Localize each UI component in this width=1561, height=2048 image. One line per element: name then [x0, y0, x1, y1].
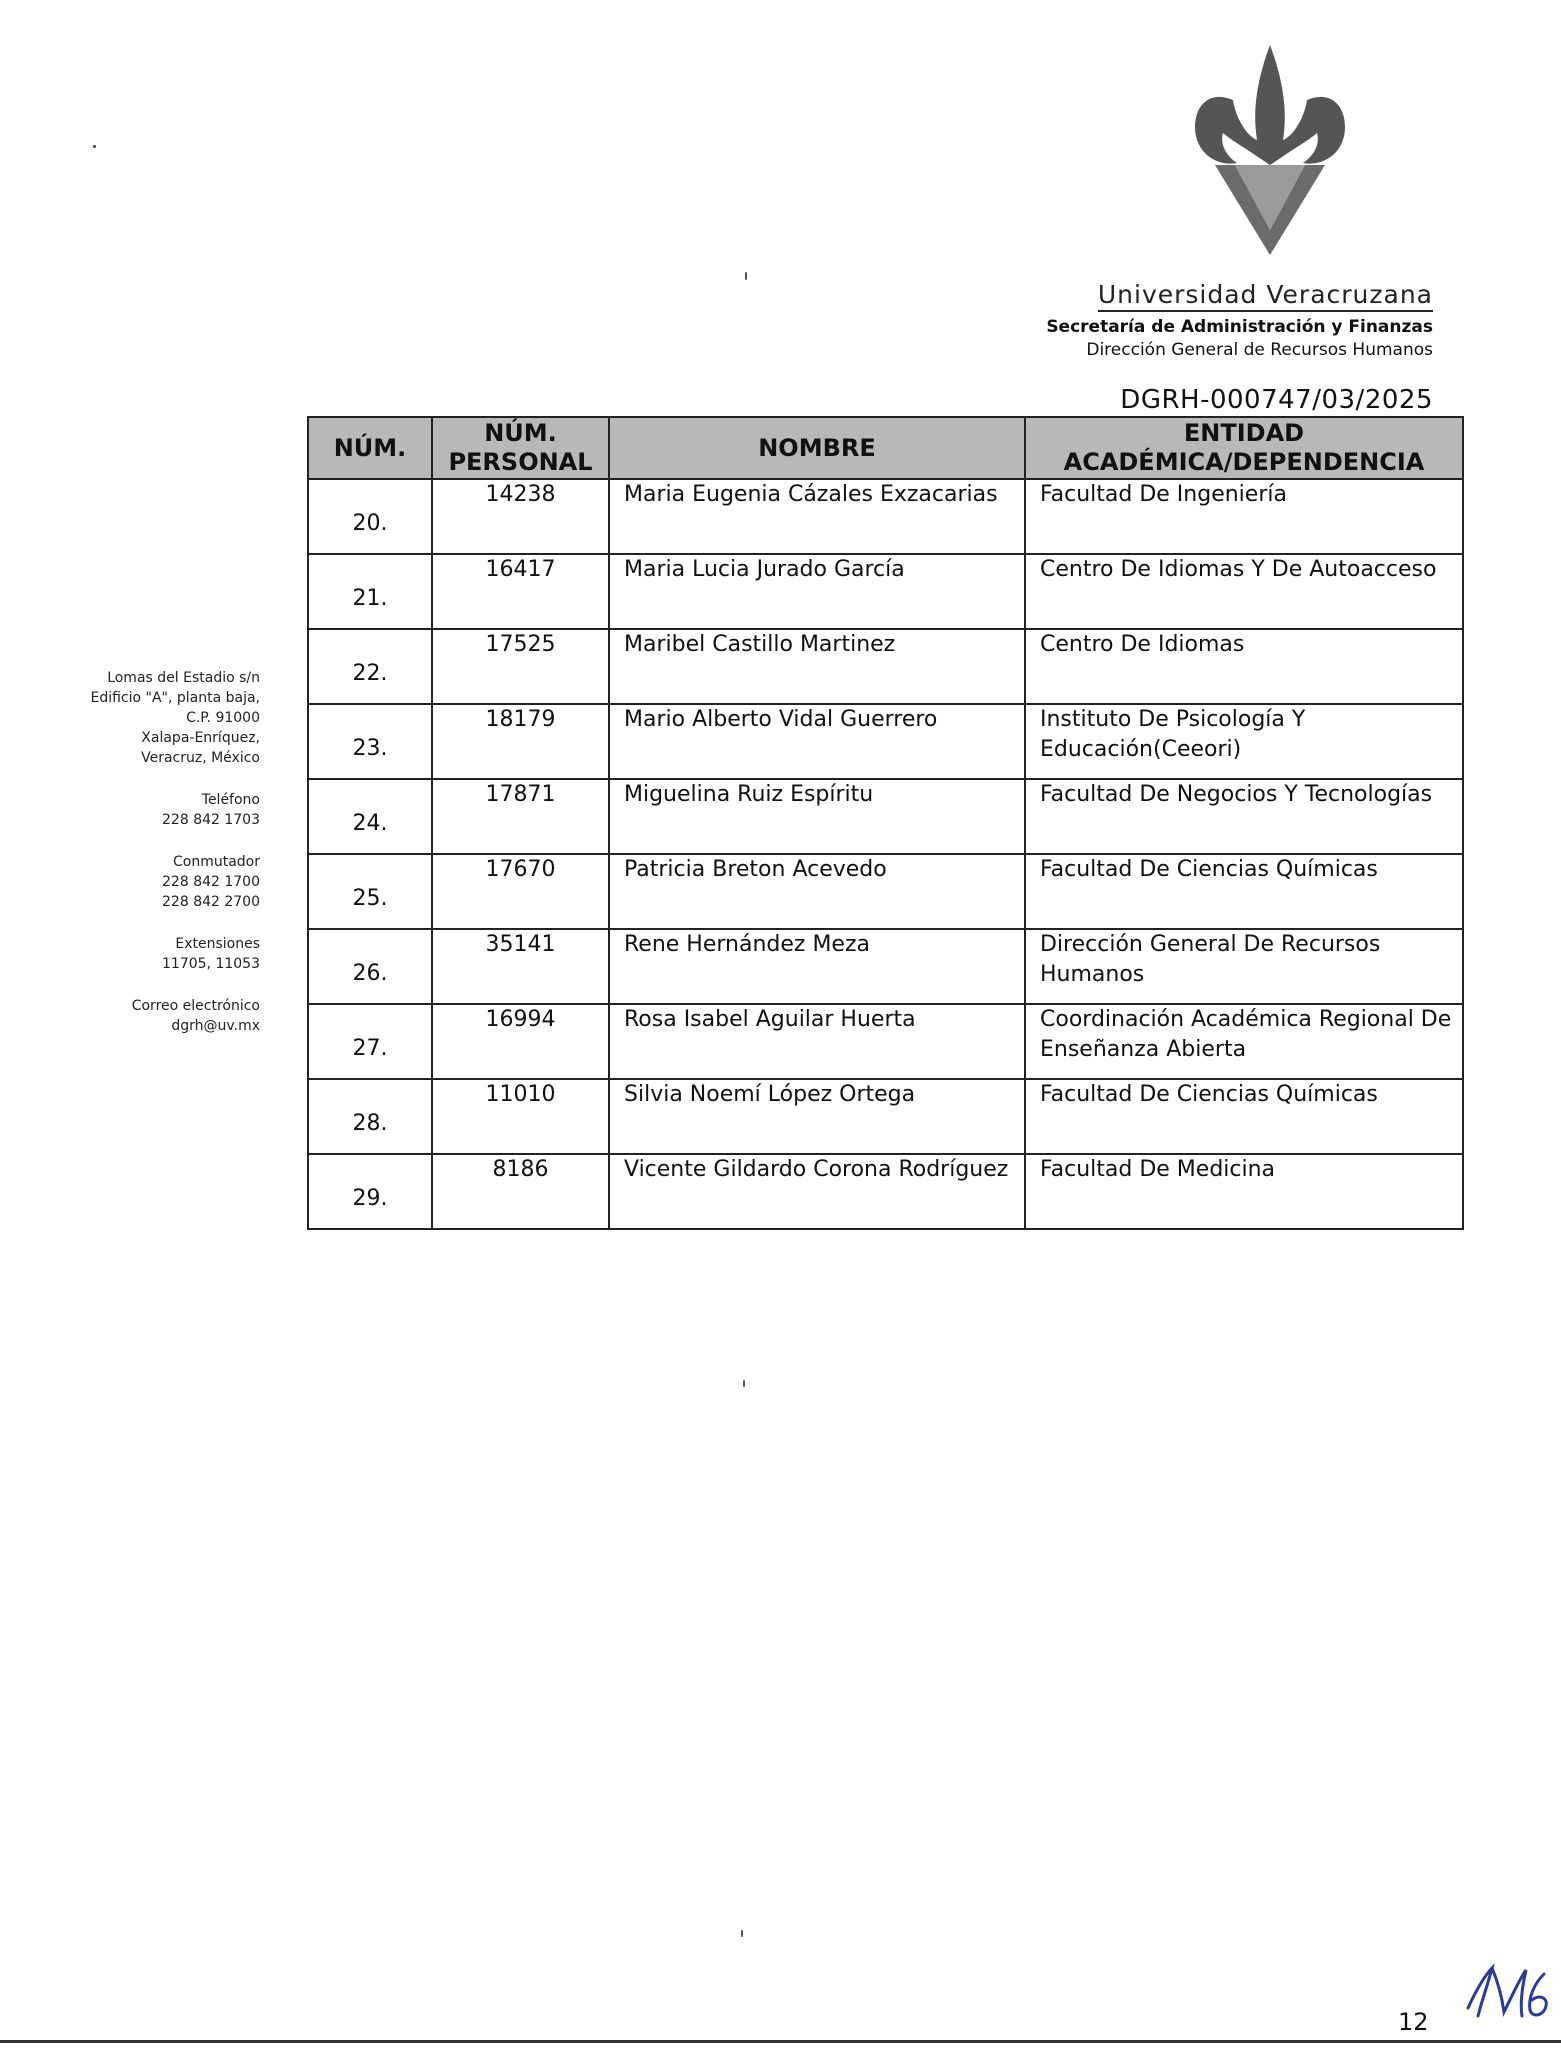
cell-num: 21.	[308, 554, 432, 629]
cell-personal: 17670	[432, 854, 609, 929]
table-row	[308, 854, 1463, 929]
cell-personal: 18179	[432, 704, 609, 779]
phone-block	[50, 790, 260, 830]
scan-speck	[93, 145, 96, 148]
cell-entidad: Coordinación Académica Regional De Enseñanza Abierta	[1025, 1004, 1463, 1079]
address-block	[50, 668, 260, 768]
direccion-name: Dirección General de Recursos Humanos	[1086, 340, 1433, 360]
table-row	[308, 1154, 1463, 1229]
document-id: DGRH-000747/03/2025	[1120, 385, 1433, 415]
cell-entidad: Facultad De Ciencias Químicas	[1025, 1079, 1463, 1154]
address-line: Veracruz, México	[141, 750, 260, 766]
cell-personal: 11010	[432, 1079, 609, 1154]
cell-num: 23.	[308, 704, 432, 779]
switchboard-number: 228 842 2700	[162, 894, 260, 910]
cell-num: 20.	[308, 479, 432, 554]
handwritten-initials	[1462, 1960, 1552, 2030]
extensions-value: 11705, 11053	[162, 956, 260, 972]
cell-num: 29.	[308, 1154, 432, 1229]
cell-nombre: Patricia Breton Acevedo	[609, 854, 1025, 929]
cell-num: 25.	[308, 854, 432, 929]
address-line: Xalapa-Enríquez,	[141, 730, 260, 746]
table-row	[308, 554, 1463, 629]
cell-entidad: Facultad De Negocios Y Tecnologías	[1025, 779, 1463, 854]
table-row	[308, 704, 1463, 779]
table-row	[308, 479, 1463, 554]
header-entidad: ENTIDAD ACADÉMICA/DEPENDENCIA	[1025, 417, 1463, 479]
table-row	[308, 1079, 1463, 1154]
cell-nombre: Rene Hernández Meza	[609, 929, 1025, 1004]
header-personal: NÚM. PERSONAL	[432, 417, 609, 479]
email-block	[50, 996, 260, 1036]
letterhead	[1046, 280, 1433, 360]
university-logo	[1195, 45, 1345, 270]
email-address: dgrh@uv.mx	[171, 1018, 260, 1034]
cell-num: 28.	[308, 1079, 432, 1154]
cell-entidad: Facultad De Ingeniería	[1025, 479, 1463, 554]
cell-nombre: Maria Lucia Jurado García	[609, 554, 1025, 629]
cell-personal: 8186	[432, 1154, 609, 1229]
cell-personal: 14238	[432, 479, 609, 554]
cell-entidad: Facultad De Ciencias Químicas	[1025, 854, 1463, 929]
table-row	[308, 779, 1463, 854]
cell-personal: 35141	[432, 929, 609, 1004]
cell-personal: 16417	[432, 554, 609, 629]
cell-entidad: Dirección General De Recursos Humanos	[1025, 929, 1463, 1004]
header-nombre: NOMBRE	[609, 417, 1025, 479]
cell-nombre: Silvia Noemí López Ortega	[609, 1079, 1025, 1154]
cell-num: 24.	[308, 779, 432, 854]
table-header-row	[308, 417, 1463, 479]
address-line: Lomas del Estadio s/n	[107, 670, 260, 686]
cell-personal: 17871	[432, 779, 609, 854]
phone-label: Teléfono	[201, 792, 260, 808]
cell-nombre: Vicente Gildardo Corona Rodríguez	[609, 1154, 1025, 1229]
cell-nombre: Miguelina Ruiz Espíritu	[609, 779, 1025, 854]
personnel-table	[307, 416, 1464, 1230]
scan-edge-line	[0, 2040, 1561, 2043]
scan-speck	[745, 272, 747, 280]
address-line: C.P. 91000	[186, 710, 260, 726]
contact-sidebar	[50, 668, 260, 1058]
cell-nombre: Rosa Isabel Aguilar Huerta	[609, 1004, 1025, 1079]
cell-entidad: Facultad De Medicina	[1025, 1154, 1463, 1229]
cell-num: 22.	[308, 629, 432, 704]
secretaria-name: Secretaría de Administración y Finanzas	[1046, 317, 1433, 337]
switchboard-block	[50, 852, 260, 912]
cell-entidad: Instituto De Psicología Y Educación(Ceeori)	[1025, 704, 1463, 779]
cell-personal: 16994	[432, 1004, 609, 1079]
extensions-block	[50, 934, 260, 974]
cell-nombre: Maribel Castillo Martinez	[609, 629, 1025, 704]
table-row	[308, 929, 1463, 1004]
cell-entidad: Centro De Idiomas	[1025, 629, 1463, 704]
cell-personal: 17525	[432, 629, 609, 704]
cell-num: 26.	[308, 929, 432, 1004]
email-label: Correo electrónico	[131, 998, 260, 1014]
cell-entidad: Centro De Idiomas Y De Autoacceso	[1025, 554, 1463, 629]
extensions-label: Extensiones	[175, 936, 260, 952]
table-row	[308, 629, 1463, 704]
page-number: 12	[1398, 2008, 1429, 2036]
phone-number: 228 842 1703	[162, 812, 260, 828]
header-num: NÚM.	[308, 417, 432, 479]
cell-num: 27.	[308, 1004, 432, 1079]
scan-speck	[743, 1380, 745, 1387]
cell-nombre: Maria Eugenia Cázales Exzacarias	[609, 479, 1025, 554]
cell-nombre: Mario Alberto Vidal Guerrero	[609, 704, 1025, 779]
switchboard-label: Conmutador	[172, 854, 260, 870]
table-row	[308, 1004, 1463, 1079]
switchboard-number: 228 842 1700	[162, 874, 260, 890]
scan-speck	[741, 1930, 743, 1937]
university-name: Universidad Veracruzana	[1098, 280, 1433, 312]
address-line: Edificio "A", planta baja,	[90, 690, 260, 706]
